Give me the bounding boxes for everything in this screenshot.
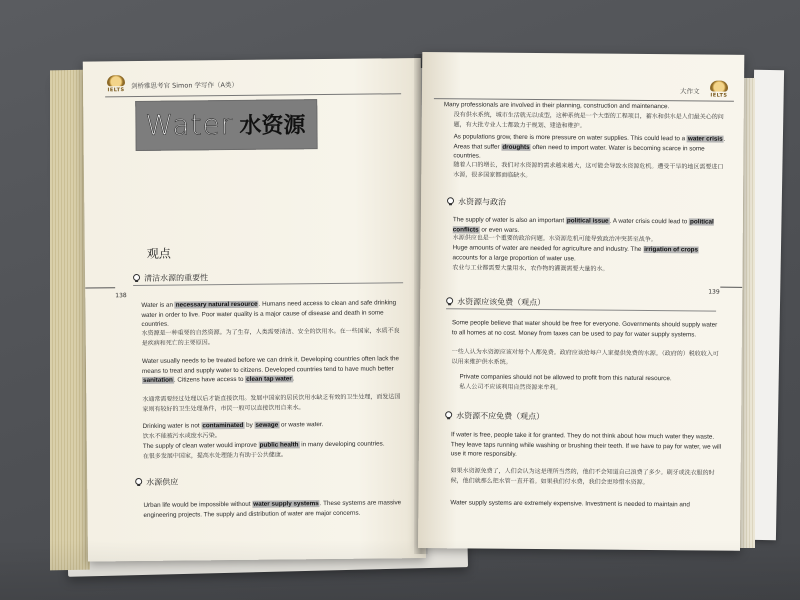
paragraph-text: Huge amounts of water are needed for agriculture and industry. The xyxy=(452,244,644,253)
chapter-title-english: Water xyxy=(145,107,234,142)
paragraph-zh: 农业与工业都需要大量用水，农作物的灌溉需要大量的水。 xyxy=(452,264,609,273)
paragraph xyxy=(142,354,404,386)
page-number: 139 xyxy=(708,288,720,296)
paragraph-zh: 水通常需要经过处理以后才能直接饮用。发展中国家的居民饮用水缺乏有效的卫生处理，而发达国家则有较好的卫生处理条件，市民一般可以直接饮用自来水。 xyxy=(142,393,401,413)
paragraph-text: accounts for a large proportion of water use. xyxy=(452,253,576,262)
lightbulb-icon xyxy=(446,297,453,306)
paragraph-text: The supply of clean water would improve xyxy=(142,441,259,450)
highlighted-term: contaminated xyxy=(202,421,244,430)
paragraph-text: Water usually needs to be treated before we can drink it. Developing countries often lack the means to treat and supply water to citizens. Developed countries tend to have much better xyxy=(141,355,399,375)
subhead-should-be-free xyxy=(446,296,545,308)
paragraph-text: Water supply systems are extremely expensive. Investment is needed to maintain and xyxy=(450,499,690,509)
paragraph-text: Private companies should not be allowed to profit from this natural resource. xyxy=(459,373,672,383)
subhead-label: 水资源应该免费（观点） xyxy=(457,297,546,308)
paragraph xyxy=(450,498,722,510)
page-number: 138 xyxy=(115,292,127,300)
highlighted-term: clean tap water xyxy=(246,375,292,384)
paragraph-zh: 私人公司不应该利用自然资源来牟利。 xyxy=(459,383,562,392)
paragraph-text: . Areas that suffer xyxy=(453,135,726,151)
subhead-label: 水源供应 xyxy=(146,477,179,487)
highlighted-term: water supply systems xyxy=(253,500,319,508)
trophy-icon xyxy=(710,81,728,92)
paragraph-text: Many professionals are involved in their planning, construction and maintenance. xyxy=(443,101,670,111)
header-rule xyxy=(105,93,401,97)
highlighted-term: sewage xyxy=(255,421,279,429)
paragraph xyxy=(452,318,724,340)
paragraph xyxy=(143,498,405,520)
lightbulb-icon xyxy=(445,411,452,420)
ielts-logo xyxy=(708,81,730,101)
paragraph xyxy=(453,132,725,163)
paragraph xyxy=(452,243,724,265)
logo-label: IELTS xyxy=(107,87,125,94)
paragraph-zh: 水源供应也是一个重要的政治问题。水资源危机可能导致政治冲突甚至战争。 xyxy=(452,234,657,244)
paragraph-text: The supply of water is also an important xyxy=(452,216,566,225)
paragraph-text: Some people believe that water should be free for everyone. Governments should supply water to all homes at no cost. Money from taxes can be used to pay for water supply systems. xyxy=(451,319,718,339)
lightbulb-icon xyxy=(135,478,142,487)
paragraph xyxy=(141,298,403,330)
subhead-water-supply xyxy=(135,477,178,488)
highlighted-term: sanitation xyxy=(143,376,173,385)
highlighted-term: political conflicts xyxy=(452,218,714,234)
paragraph xyxy=(451,430,723,461)
paragraph-text: or even wars. xyxy=(479,226,520,234)
paragraph-text: or waste water. xyxy=(279,421,324,429)
ielts-logo xyxy=(105,75,127,95)
subhead-underline xyxy=(446,308,716,311)
chapter-title-box xyxy=(135,99,318,151)
paragraph-text: Drinking water is not xyxy=(142,422,202,430)
paragraph-text: . A water crisis could lead to xyxy=(609,217,690,226)
paragraph-zh: 水资源是一种重要的自然资源。为了生存，人类需要清洁、安全的饮用水。在一些国家，水质不良是疾病和死亡的主要原因。 xyxy=(141,327,400,347)
paragraph-text: Water is an xyxy=(141,301,175,309)
lightbulb-icon xyxy=(133,274,140,283)
highlighted-term: political issue xyxy=(566,217,609,225)
section-title: 观点 xyxy=(146,246,171,261)
subhead-label: 水资源与政治 xyxy=(457,197,507,207)
paragraph-zh: 一些人认为水资源应该对每个人都免费。政府应该给每户人家提供免费的水源。（政府的）税收收入可以用来维护供水系统。 xyxy=(451,348,719,366)
paragraph-text: . These systems are massive engineering projects. The supply and distribution of water are major concerns. xyxy=(143,499,402,519)
running-head: 大作文 xyxy=(679,87,700,96)
trophy-icon xyxy=(107,75,125,86)
lightbulb-icon xyxy=(447,197,454,206)
highlighted-term: necessary natural resource xyxy=(175,300,258,309)
paragraph-text: As populations grow, there is more pressure on water supplies. This could lead to a xyxy=(453,133,687,143)
subhead-politics xyxy=(447,196,506,208)
subhead-label: 清洁水源的重要性 xyxy=(144,273,209,283)
paragraph-text: often need to import water. Water is becoming scarce in some countries. xyxy=(453,143,705,160)
paragraph-zh: 在很多发展中国家，提高水处理能力有助于公共健康。 xyxy=(142,451,287,460)
paragraph-zh: 没有供水系统，城市生活就无以成型，这种系统是一个大型的工程项目，蓄水和供水是人们最关心的问题，有大批专业人士都致力于规划、建造和维护。 xyxy=(453,111,724,130)
subhead-clean-water xyxy=(133,272,208,284)
logo-label: IELTS xyxy=(710,92,728,99)
subhead-should-not-be-free xyxy=(445,410,544,422)
thumb-tab-line xyxy=(85,287,115,288)
running-head: 剑桥雅思考官 Simon 学写作（A类） xyxy=(130,80,239,91)
paragraph-text: by xyxy=(244,421,255,429)
left-page xyxy=(83,58,426,562)
highlighted-term: water crisis xyxy=(687,135,723,143)
highlighted-term: irrigation of crops xyxy=(644,245,699,254)
paragraph-zh: 饮水不能被污水或废水污染。 xyxy=(142,432,221,440)
paragraph-text: If water is free, people take it for granted. They do not think about how much water they waste. They leave taps running while washing or brushing their teeth. If we have to pay for water, we will use it more responsibly. xyxy=(450,431,722,459)
highlighted-term: droughts xyxy=(502,143,530,151)
paragraph-text: . xyxy=(292,375,295,383)
paragraph-zh: 随着人口的增长，我们对水资源的需求越来越大，这可能会导致水资源危机。遭受干旱的地区需要进口水源，很多国家都面临缺水。 xyxy=(453,161,724,179)
subhead-label: 水资源不应免费（观点） xyxy=(456,411,545,422)
highlighted-term: public health xyxy=(259,441,299,449)
chapter-title-chinese: 水资源 xyxy=(239,113,306,139)
paragraph-text: . Humans need access to clean and safe drinking water in order to live. Poor water quality is a major cause of disease and death in some countries. xyxy=(141,299,397,329)
right-page xyxy=(418,52,744,551)
paragraph-text: . Citizens have access to xyxy=(173,376,246,384)
paragraph-text: Urban life would be impossible without xyxy=(143,500,253,509)
thumb-tab-line xyxy=(720,287,742,288)
paragraph-text: in many developing countries. xyxy=(299,440,385,449)
paragraph-zh: 如果水资源免费了，人们会认为这是理所当然的，他们不会知道自己浪费了多少。刷牙或洗衣服的时候，他们就那么把水管一直开着。如果我们付水费，我们会更珍惜水资源。 xyxy=(450,467,715,486)
table-shadow xyxy=(0,540,800,600)
